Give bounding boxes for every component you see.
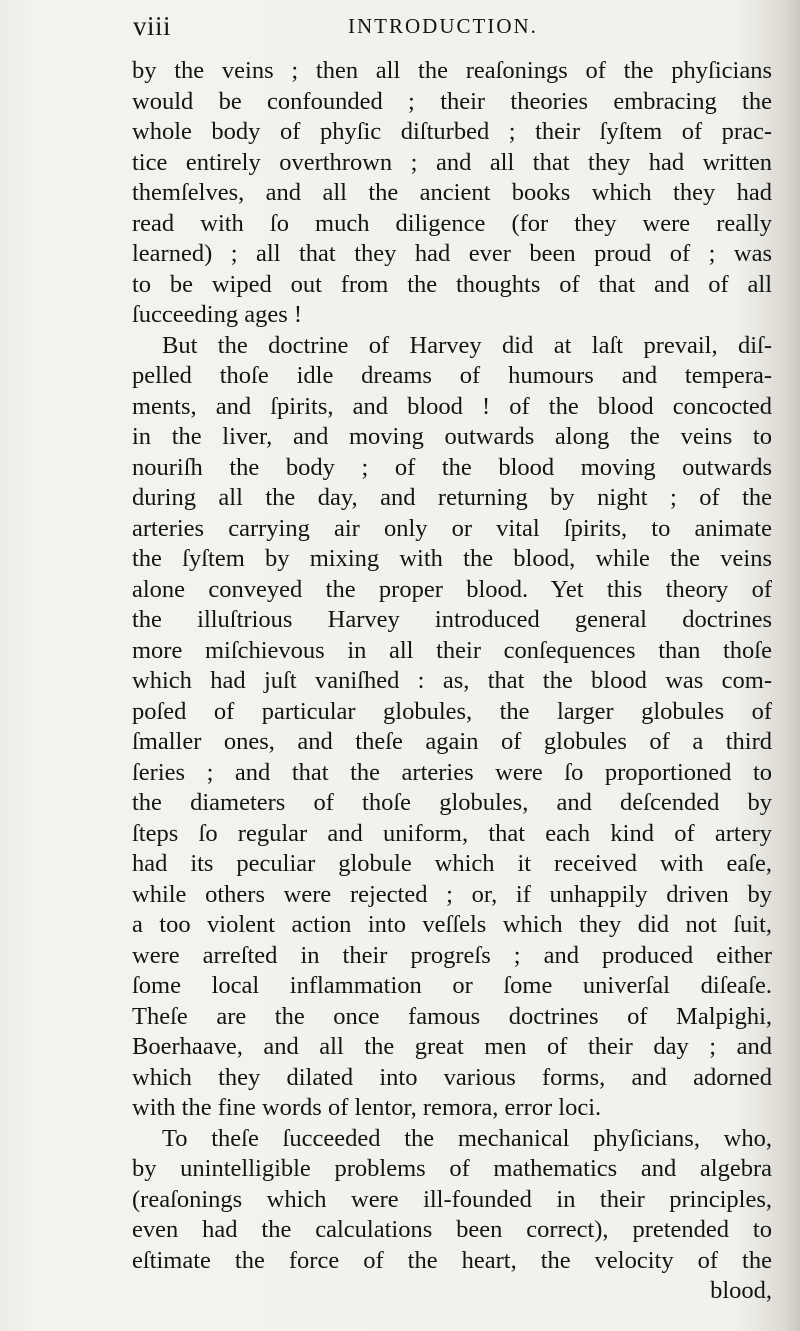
text-line: while others were rejected ; or, if unhappily driven by xyxy=(132,880,772,908)
text-line: with the fine words of lentor, remora, error loci. xyxy=(132,1094,602,1121)
running-head: INTRODUCTION. xyxy=(348,14,538,38)
page-number: viii xyxy=(133,11,172,41)
catchword: blood, xyxy=(710,1277,772,1304)
text-line: But the doctrine of Harvey did at laſt prevail, diſ- xyxy=(162,331,772,359)
text-line: were arreſted in their progreſs ; and produced either xyxy=(132,941,772,969)
text-line: in the liver, and moving outwards along the veins to xyxy=(132,423,772,450)
text-line: which had juſt vaniſhed : as, that the blood was com- xyxy=(132,667,772,694)
text-line: nouriſh the body ; of the blood moving outwards xyxy=(132,453,772,481)
text-line: eſtimate the force of the heart, the velocity of the xyxy=(132,1246,772,1274)
text-line: to be wiped out from the thoughts of that and of all xyxy=(132,270,772,298)
text-line: tice entirely overthrown ; and all that they had written xyxy=(132,148,772,176)
text-line: the illuſtrious Harvey introduced general doctrines xyxy=(132,606,772,633)
text-line: whole body of phyſic diſturbed ; their ſyſtem of prac- xyxy=(132,118,772,145)
text-line: poſed of particular globules, the larger globules of xyxy=(132,697,772,725)
body-text xyxy=(132,56,772,1307)
text-line: more miſchievous in all their conſequences than thoſe xyxy=(132,636,772,664)
text-line: ments, and ſpirits, and blood ! of the blood concocted xyxy=(132,392,772,420)
text-line: ſmaller ones, and theſe again of globules of a third xyxy=(132,728,772,755)
text-line: ſucceeding ages ! xyxy=(132,301,303,328)
text-line: ſeries ; and that the arteries were ſo proportioned to xyxy=(132,758,772,786)
text-line: pelled thoſe idle dreams of humours and tempera- xyxy=(132,362,772,389)
text-line: (reaſonings which were ill-founded in their principles, xyxy=(132,1185,772,1213)
text-line: by unintelligible problems of mathematics and algebra xyxy=(132,1155,772,1182)
paragraph xyxy=(132,56,772,331)
text-line: had its peculiar globule which it received with eaſe, xyxy=(132,850,772,877)
text-line: during all the day, and returning by night ; of the xyxy=(132,484,772,511)
page-header xyxy=(133,8,773,44)
text-line: even had the calculations been correct), pretended to xyxy=(132,1216,772,1243)
paragraph xyxy=(132,1124,772,1277)
paragraph xyxy=(132,331,772,1124)
text-line: read with ſo much diligence (for they were really xyxy=(132,209,772,237)
text-line: themſelves, and all the ancient books which they had xyxy=(132,179,772,206)
text-line: would be confounded ; their theories embracing the xyxy=(132,87,772,115)
text-line: alone conveyed the proper blood. Yet this theory of xyxy=(132,575,772,603)
text-line: To theſe ſucceeded the mechanical phyſicians, who, xyxy=(162,1124,772,1152)
text-line: learned) ; all that they had ever been proud of ; was xyxy=(132,240,772,267)
text-line: the diameters of thoſe globules, and deſcended by xyxy=(132,789,772,816)
text-line: a too violent action into veſſels which they did not ſuit, xyxy=(132,911,772,938)
text-line: by the veins ; then all the reaſonings of the phyſicians xyxy=(132,57,772,84)
text-line: ſome local inflammation or ſome univerſal diſeaſe. xyxy=(132,972,772,999)
text-line: the ſyſtem by mixing with the blood, while the veins xyxy=(132,545,772,572)
text-line: Boerhaave, and all the great men of their day ; and xyxy=(132,1033,772,1060)
text-line: Theſe are the once famous doctrines of Malpighi, xyxy=(132,1002,772,1030)
text-line: ſteps ſo regular and uniform, that each kind of artery xyxy=(132,819,772,847)
text-line: arteries carrying air only or vital ſpirits, to animate xyxy=(132,514,772,542)
text-line: which they dilated into various forms, and adorned xyxy=(132,1063,772,1091)
